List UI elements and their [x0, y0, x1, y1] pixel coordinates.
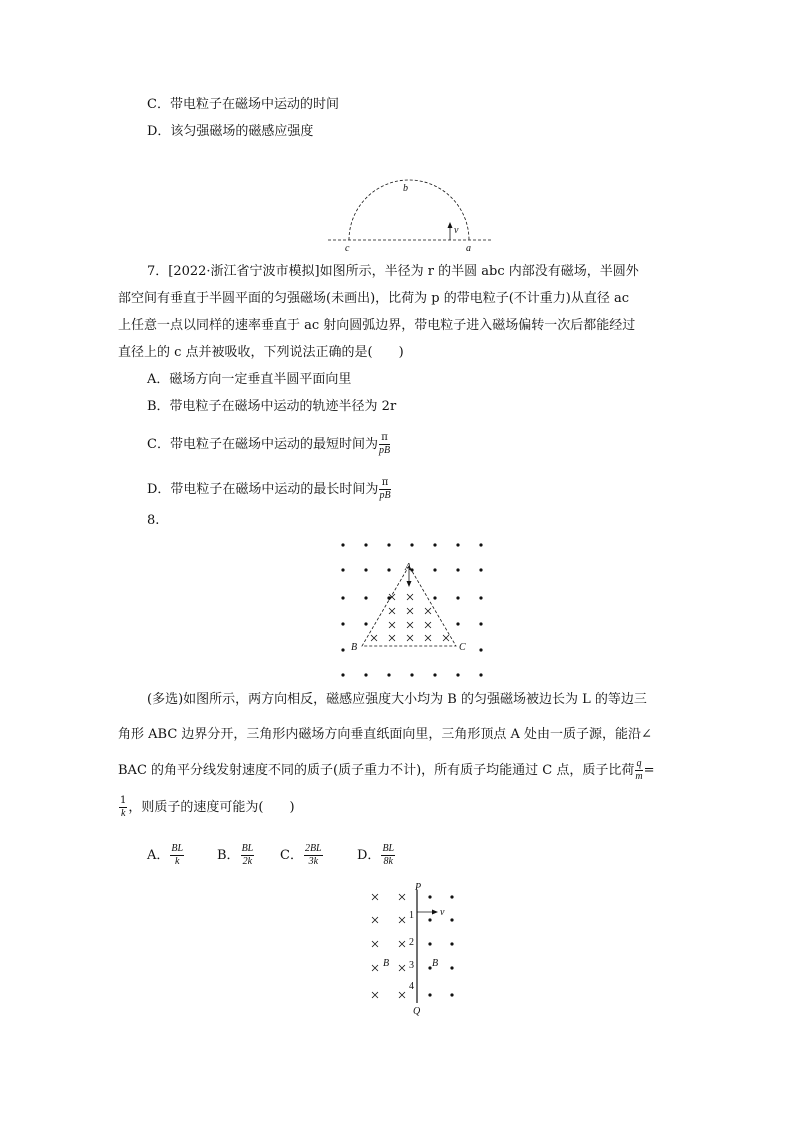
velocity-arrowhead-v: [432, 910, 438, 915]
field-dot: [428, 993, 431, 996]
field-dot: [428, 942, 431, 945]
q7-line-3: 上任意一点以同样的速率垂直于 ac 射向圆弧边界，带电粒子进入磁场偏转一次后都能经过: [118, 318, 636, 333]
label-A: A: [405, 562, 412, 573]
q7-line-1: 7．[2022·浙江省宁波市模拟]如图所示，半径为 r 的半圆 abc 内部没有磁场，半圆外: [147, 264, 639, 279]
q6-option-d: D．该匀强磁场的磁感应强度: [147, 124, 314, 139]
q7-option-a: A．磁场方向一定垂直半圆平面向里: [147, 372, 352, 387]
q8-option-c-den: 3k: [308, 856, 319, 867]
field-dot: [428, 918, 431, 921]
label-C: C: [459, 642, 466, 653]
q7-option-d-text: D．带电粒子在磁场中运动的最长时间为: [147, 482, 379, 497]
q8-line-4-text: ，则质子的速度可能为( ): [128, 800, 295, 815]
field-dot: [450, 942, 453, 945]
field-cross: [372, 917, 378, 923]
field-cross: [372, 894, 378, 900]
field-cross: [399, 917, 405, 923]
field-dot: [450, 966, 453, 969]
field-cross: [399, 941, 405, 947]
q8-option-d-den: 8k: [383, 856, 393, 867]
q7-option-c-num: π: [379, 432, 390, 445]
marker-4: 4: [409, 981, 414, 992]
left-crosses: [372, 894, 405, 998]
field-cross: [372, 992, 378, 998]
q8-number: 8.: [147, 513, 160, 528]
q8-option-b-label: B．: [217, 848, 240, 863]
q8-option-c-num: 2BL: [304, 843, 322, 854]
marker-2: 2: [409, 937, 414, 948]
field-dot: [450, 993, 453, 996]
field-dot: [450, 918, 453, 921]
q8-option-a-num: BL: [171, 843, 184, 854]
q8-option-b-den: 2k: [242, 856, 253, 867]
q8-line-2: 角形 ABC 边界分开，三角形内磁场方向垂直纸面向里，三角形顶点 A 处由一质子源，能沿∠: [118, 727, 652, 742]
q8-option-d-label: D．: [357, 848, 381, 863]
marker-3: 3: [409, 960, 414, 971]
q7-option-d-num: π: [379, 477, 390, 490]
q8-equals: =: [643, 763, 655, 778]
label-P: P: [415, 882, 422, 893]
label-v-pq: v: [440, 907, 445, 918]
q7-option-b: B．带电粒子在磁场中运动的轨迹半径为 2r: [147, 399, 397, 414]
q8-option-b-num: BL: [241, 843, 254, 854]
q8-option-d-num: BL: [382, 843, 395, 854]
q7-option-d-den: pB: [379, 490, 391, 501]
label-B-right: B: [432, 958, 439, 969]
field-cross: [399, 894, 405, 900]
q8-option-c-label: C．: [280, 848, 303, 863]
label-c: c: [345, 243, 350, 254]
label-a: a: [466, 243, 471, 254]
q7-option-c-text: C．带电粒子在磁场中运动的最短时间为: [147, 437, 378, 452]
field-cross: [399, 965, 405, 971]
q8-frac-q: q: [636, 758, 642, 769]
q6-option-c: C．带电粒子在磁场中运动的时间: [147, 97, 339, 112]
q7-line-4: 直径上的 c 点并被吸收，下列说法正确的是( ): [118, 345, 404, 360]
q8-frac-1: 1: [120, 795, 127, 806]
q8-line-1: (多选)如图所示，两方向相反，磁感应强度大小均为 B 的匀强磁场被边长为 L 的等边三: [147, 692, 647, 707]
label-v: v: [454, 225, 459, 236]
q8-frac-k: k: [120, 808, 126, 819]
field-cross: [399, 992, 405, 998]
marker-1: 1: [409, 910, 414, 921]
field-dot: [450, 895, 453, 898]
field-cross: [372, 965, 378, 971]
q8-option-a-den: k: [175, 856, 180, 867]
label-Q: Q: [413, 1006, 421, 1017]
field-dot: [428, 895, 431, 898]
q8-frac-m: m: [635, 771, 643, 782]
label-B-left: B: [383, 958, 390, 969]
label-b: b: [403, 183, 408, 194]
q8-line-3-text: BAC 的角平分线发射速度不同的质子(质子重力不计)，所有质子均能通过 C 点，质子比荷: [118, 763, 635, 778]
q8-option-a-label: A．: [147, 848, 170, 863]
field-cross: [372, 941, 378, 947]
q7-option-c-den: pB: [378, 445, 391, 456]
q7-line-2: 部空间有垂直于半圆平面的匀强磁场(未画出)，比荷为 p 的带电粒子(不计重力)从直径 ac: [118, 291, 630, 306]
label-B: B: [351, 642, 358, 653]
